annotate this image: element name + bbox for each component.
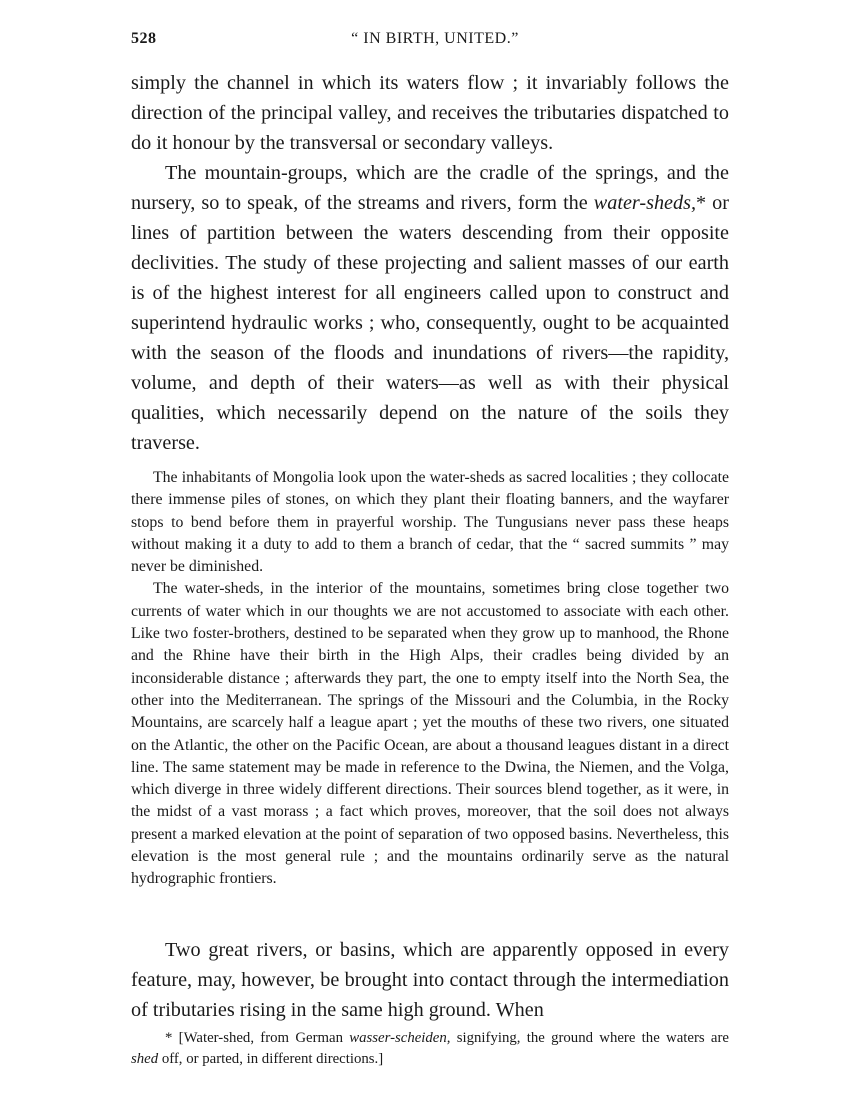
footnote-text [131, 1028, 729, 1070]
italic-term: water-sheds, [593, 192, 697, 214]
italic-term: shed [131, 1051, 159, 1067]
footnote-marker: * [165, 1030, 173, 1046]
running-head [131, 30, 731, 54]
paragraph-text: The mountain-groups, which are the cradle of the springs, and the nursery, so to speak, of the streams and rivers, form the [131, 162, 729, 214]
main-paragraph-2 [131, 158, 729, 458]
running-title: “ IN BIRTH, UNITED.” [351, 30, 519, 47]
footnote-marker: * [696, 192, 707, 214]
footnote [131, 1028, 729, 1070]
footnote-text-part: signifying, the ground where the waters are [450, 1030, 729, 1046]
main-paragraph-1: simply the channel in which its waters flow ; it invariably follows the direction of the principal valley, and receives the tributaries dispatched to do it honour by the transversal or secondary valleys. [131, 72, 729, 154]
paragraph-text: or lines of partition between the waters descending from their opposite declivities. The study of these projecting and salient masses of our earth is of the highest interest for all engineers called upon to construct and superintend hydraulic works ; who, consequently, ought to be acquainted with the season of the floods and inundations of rivers—the rapidity, volume, and depth of their waters—as well as with their physical qualities, which necessarily depend on the nature of the soils they traverse. [131, 192, 729, 454]
extract-paragraph-2: The water-sheds, in the interior of the mountains, sometimes bring close together two currents of water which in our thoughts we are not accustomed to associate with each other. Like two foster-brothers, destined to be separated when they grow up to manhood, the Rhone and the Rhine have their birth in the High Alps, their cradles being divided by an inconsiderable distance ; afterwards they part, the one to empty itself into the North Sea, the other into the Mediterranean. The springs of the Missouri and the Columbia, in the Rocky Mountains, are scarcely half a league apart ; yet the mouths of these two rivers, one situated on the Atlantic, the other on the Pacific Ocean, are about a thousand leagues distant in a direct line. The same statement may be made in reference to the Dwina, the Niemen, and the Volga, which diverge in three widely different directions. Their sources blend together, as it were, in the midst of a vast morass ; a fact which proves, moreover, that the soil does not always present a marked elevation at the point of separation of two opposed basins. Nevertheless, this elevation is the most general rule ; and the mountains ordinarily serve as the natural hydrographic frontiers. [131, 580, 729, 888]
footnote-text-part: [Water-shed, from German [172, 1030, 350, 1046]
italic-term: wasser-scheiden, [349, 1030, 451, 1046]
extract-block [131, 467, 729, 891]
footnote-text-part: off, or parted, in different directions.] [158, 1051, 384, 1067]
closing-text [131, 935, 729, 1025]
extract-paragraph-1: The inhabitants of Mongolia look upon the water-sheds as sacred localities ; they collocate there immense piles of stones, on which they plant their floating banners, and the wayfarer stops to bend before them in prayerful worship. The Tungusians never pass these heaps without making it a duty to add to them a branch of cedar, that the “ sacred summits ” may never be diminished. [131, 469, 729, 576]
closing-paragraph: Two great rivers, or basins, which are apparently opposed in every feature, may, however, be brought into contact through the intermediation of tributaries rising in the same high ground. When [131, 939, 729, 1021]
page-number: 528 [131, 30, 157, 47]
main-text [131, 68, 729, 458]
